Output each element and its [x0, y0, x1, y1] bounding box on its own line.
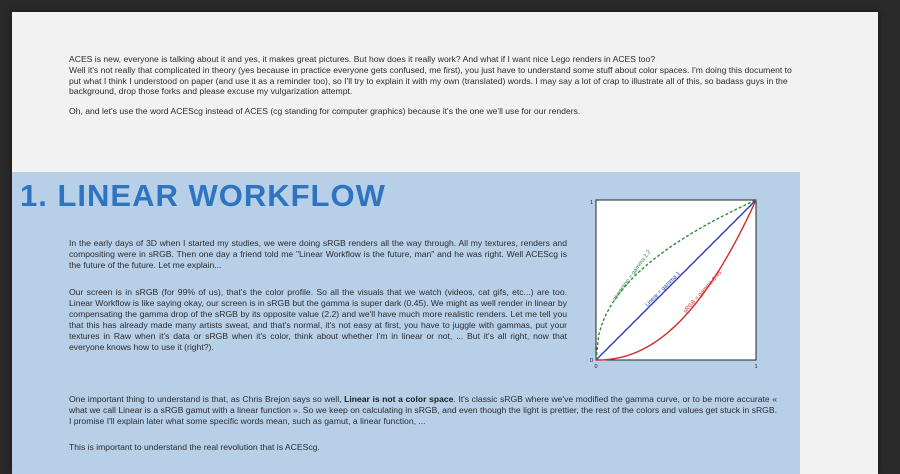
- intro-paragraph-3: Oh, and let's use the word ACEScg instead of ACES (cg standing for computer graphics) because it's the one we'll use for our renders.: [69, 106, 581, 117]
- y-tick-1: 1: [590, 200, 593, 206]
- section-paragraph-3: [69, 394, 777, 427]
- section-paragraph-4: This is important to understand the real revolution that is ACEScg.: [69, 442, 320, 452]
- intro-paragraph-2: Well it's not really that complicated in theory (yes because in practice everyone gets confused, me first), you just have to understand some stuff about color spaces. I'm doing this document to put what I think I understood on paper (and use it as a reminder too), so I'll try to explain it with my own (translated) words. I may say a lot of crap to illustrate all of this, so badass guys in the background, drop those forks and please excuse my vulgarization attempt.: [69, 64, 792, 97]
- document-page: [12, 12, 878, 474]
- section-paragraph-2: Our screen is in sRGB (for 99% of us), that's the color profile. So all the visuals that we watch (videos, cat gifs, etc...) are too. Linear Workflow is like saying okay, our screen is in sRGB but the gamma is super dark (0.45). We might as well render in linear by compensating the gamma drop of the sRGB by its opposite value (2.2) and we'll have much more realistic renders. Let me tell you that this has already made many artists sweat, and that's normal, it's not easy at first, you have to juggle with gammas, put your textures in Raw when it's data or sRGB when it's color, think about whether I'm in linear or not, ... But it's all right, now that everyone knows how to use it (right?).: [69, 287, 567, 352]
- series-correction-label: correction = gamma 2.2: [611, 249, 653, 303]
- intro-paragraph-1: ACES is new, everyone is talking about it and yes, it makes great pictures. But how does it really work? And what if I want nice Lego renders in ACES too?: [69, 54, 656, 64]
- section-heading: 1. LINEAR WORKFLOW: [20, 178, 386, 213]
- p3-bold-text: Linear is not a color space: [344, 394, 454, 404]
- linear-workflow-section: [12, 172, 800, 474]
- x-tick-1: 1: [754, 364, 758, 368]
- section-paragraph-1: In the early days of 3D when I started my studies, we were doing sRGB renders all the way through. All my textures, renders and compositing were in sRGB. Then one day a friend told me "Linear Workflow is the future, man" and he was right. Well ACEScg is the future of the future. Let me explain...: [69, 238, 567, 270]
- intro-text: [69, 54, 801, 117]
- p3-text-before: One important thing to understand is that, as Chris Brejon says so well,: [69, 394, 345, 404]
- series-srgb-label: sRGB = gamma 0.45: [682, 270, 724, 315]
- p3-text-after: . It's classic sRGB where we've modified the gamma curve, or to be more accurate « what we call Linear is a sRGB gamut with a linear function ». So we keep on calculating in sRGB, and even though the light is prettier, the rest of the colors and values get stuck in sRGB. I promise I'll explain later what some specific words mean, such as gamut, a linear function, ...: [69, 394, 777, 426]
- gamma-curves-chart: [590, 196, 780, 368]
- x-tick-0: 0: [594, 364, 598, 368]
- series-linear-label: Linear = gamma 1: [644, 270, 682, 309]
- y-tick-0: 0: [590, 358, 593, 364]
